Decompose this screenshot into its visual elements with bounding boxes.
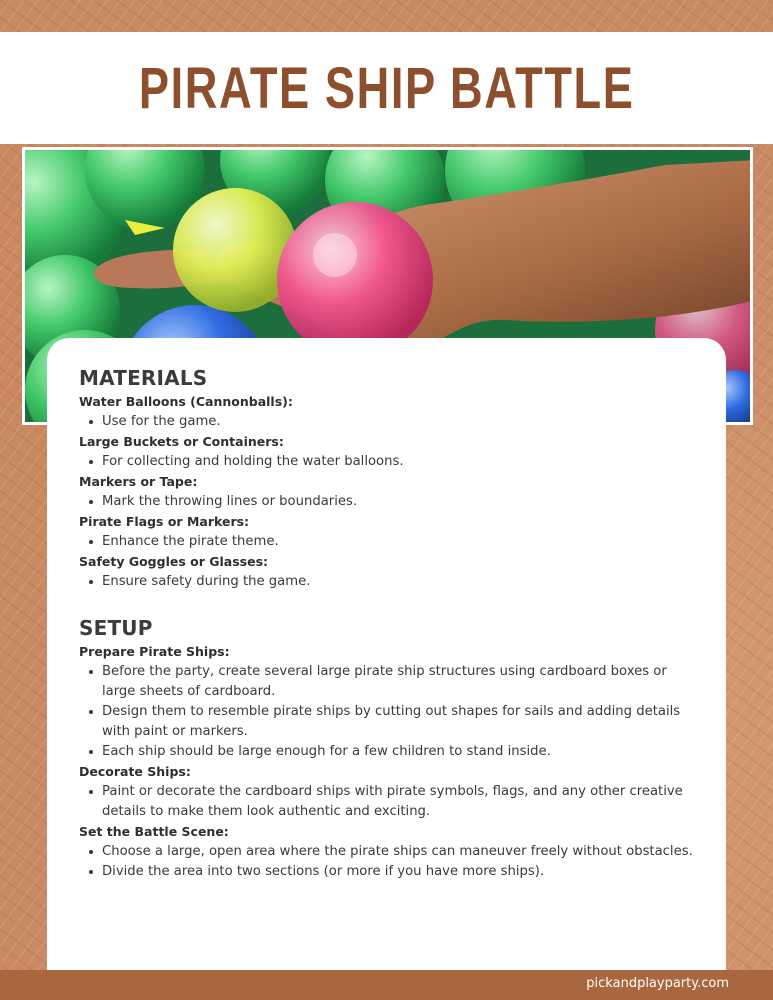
materials-section <box>79 366 694 592</box>
item-group <box>79 512 694 552</box>
bullet-item: Design them to resemble pirate ships by cutting out shapes for sails and adding details with paint or markers. <box>79 702 694 742</box>
item-title: Water Balloons (Cannonballs): <box>79 394 293 409</box>
item-title: Prepare Pirate Ships: <box>79 644 230 659</box>
bullet-item: Enhance the pirate theme. <box>79 532 694 552</box>
item-title: Pirate Flags or Markers: <box>79 514 250 529</box>
bullet-item: Paint or decorate the cardboard ships with pirate symbols, flags, and any other creative details to make them look authentic and exciting. <box>79 782 694 822</box>
section-heading: MATERIALS <box>79 366 208 390</box>
setup-section <box>79 616 694 882</box>
title-band <box>0 32 773 144</box>
page-title: PIRATE SHIP BATTLE <box>138 55 635 121</box>
bullet-list <box>79 842 694 882</box>
bullet-item: Each ship should be large enough for a few children to stand inside. <box>79 742 694 762</box>
item-title: Markers or Tape: <box>79 474 198 489</box>
bullet-item: For collecting and holding the water balloons. <box>79 452 694 472</box>
bullet-item: Divide the area into two sections (or more if you have more ships). <box>79 862 694 882</box>
bullet-list <box>79 532 694 552</box>
item-group <box>79 642 694 762</box>
item-group <box>79 762 694 822</box>
bullet-list <box>79 662 694 762</box>
bullet-list <box>79 782 694 822</box>
bullet-list <box>79 452 694 472</box>
item-title: Decorate Ships: <box>79 764 191 779</box>
bullet-list <box>79 572 694 592</box>
item-title: Large Buckets or Containers: <box>79 434 284 449</box>
bullet-item: Choose a large, open area where the pirate ships can maneuver freely without obstacles. <box>79 842 694 862</box>
item-title: Set the Battle Scene: <box>79 824 229 839</box>
bullet-item: Mark the throwing lines or boundaries. <box>79 492 694 512</box>
item-group <box>79 392 694 432</box>
bullet-list <box>79 492 694 512</box>
bullet-list <box>79 412 694 432</box>
bullet-item: Use for the game. <box>79 412 694 432</box>
item-title: Safety Goggles or Glasses: <box>79 554 269 569</box>
item-group <box>79 822 694 882</box>
footer-bar <box>0 970 773 1000</box>
section-heading: SETUP <box>79 616 153 640</box>
bullet-item: Before the party, create several large pirate ship structures using cardboard boxes or large sheets of cardboard. <box>79 662 694 702</box>
item-group <box>79 472 694 512</box>
bullet-item: Ensure safety during the game. <box>79 572 694 592</box>
content-card <box>47 338 726 970</box>
item-group <box>79 552 694 592</box>
item-group <box>79 432 694 472</box>
footer-url[interactable]: pickandplayparty.com <box>586 976 729 991</box>
